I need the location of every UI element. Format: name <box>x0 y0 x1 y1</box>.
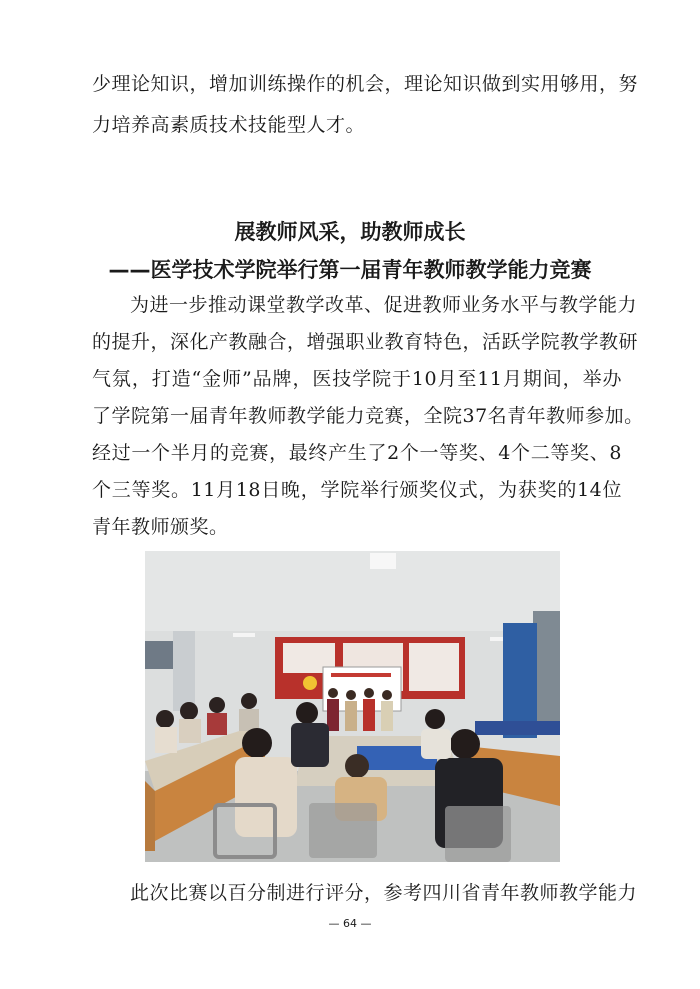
page-number: — 64 — <box>328 917 372 930</box>
paragraph-line: 青年教师颁奖。 <box>92 516 229 538</box>
award-ceremony-photo <box>145 551 560 862</box>
paragraph-line: 经过一个半月的竞赛，最终产生了2个一等奖、4个二等奖、8 <box>92 442 622 464</box>
photo-illustration <box>145 551 560 862</box>
paragraph-line: 气氛，打造“金师”品牌，医技学院于10月至11月期间，举办 <box>92 368 622 390</box>
article-title: 展教师风采，助教师成长 <box>234 220 466 244</box>
closing-line: 此次比赛以百分制进行评分，参考四川省青年教师教学能力 <box>130 882 638 904</box>
article-subtitle: ——医学技术学院举行第一届青年教师教学能力竞赛 <box>108 258 592 282</box>
intro-line-2: 力培养高素质技术技能型人才。 <box>92 114 366 136</box>
paragraph-line: 了学院第一届青年教师教学能力竞赛，全院37名青年教师参加。 <box>92 405 644 427</box>
paragraph-line: 个三等奖。11月18日晚，学院举行颁奖仪式，为获奖的14位 <box>92 479 622 501</box>
intro-line-1: 少理论知识，增加训练操作的机会，理论知识做到实用够用，努 <box>92 73 639 95</box>
paragraph-line: 的提升，深化产教融合，增强职业教育特色，活跃学院教学教研 <box>92 331 639 353</box>
paragraph-line: 为进一步推动课堂教学改革、促进教师业务水平与教学能力 <box>130 294 638 316</box>
